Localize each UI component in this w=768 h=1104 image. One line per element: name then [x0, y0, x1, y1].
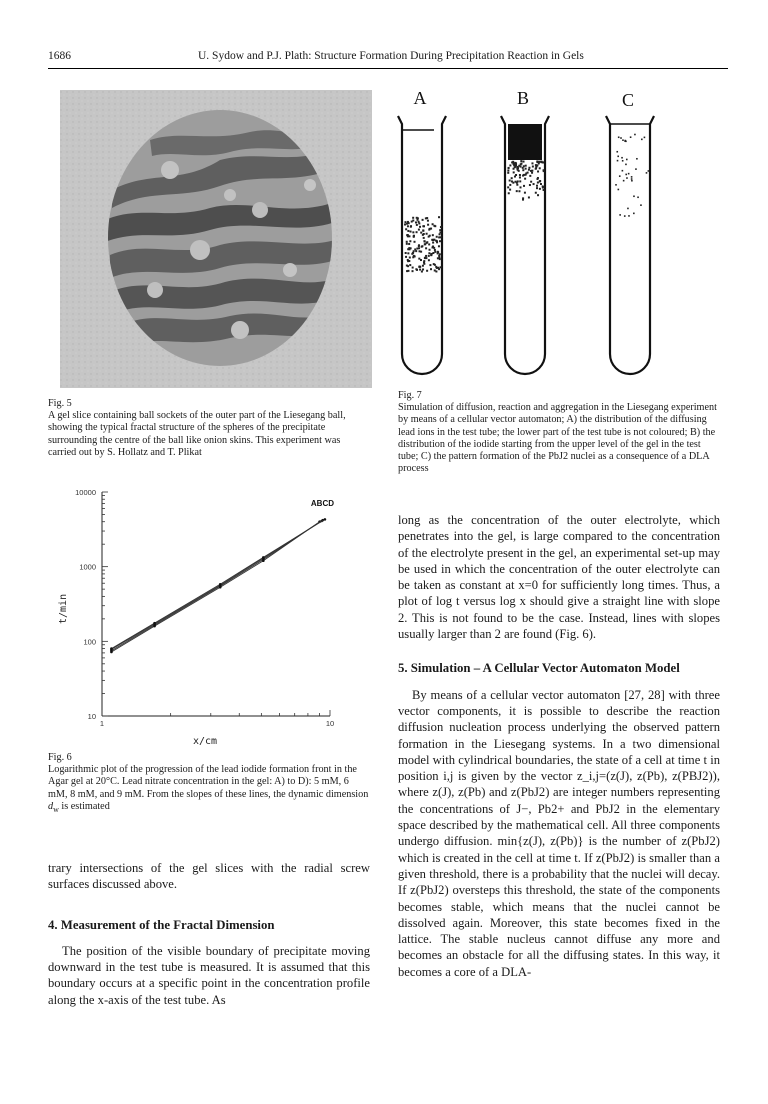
stipple-dot: [440, 226, 442, 228]
stipple-dot: [508, 167, 510, 169]
fig5-caption: A gel slice containing ball sockets of the outer part of the Liesegang ball, showing the typical fractal structure of the spheres of the precipitate surrounding the centre of the ball like onion skins. This experiment was carried out by S. Hollatz and T. Plikat: [48, 410, 346, 458]
stipple-dot: [543, 170, 545, 172]
stipple-dot: [433, 225, 435, 227]
stipple-dot: [408, 260, 410, 262]
stipple-dot: [536, 161, 538, 163]
section-5-paragraph: By means of a cellular vector automaton [27, 28] with three vector components, it is possible to describe the reaction diffusion nucleation process underlying the observed pattern formation in the Liesegang systems. In a two dimensional model with cylindrical boundaries, the state of a cell at time t in position i,j is given by the vector z_i,j=(z(J), z(Pb), z(PBJ2)), where z(J), z(Pb) and z(PbJ2) are integer numbers representing the concentrations of J−, Pb2+ and PbJ2 in the elementary space described by the mathematical cell. All three components undergo diffusion. min{z(J), z(Pb)} is the number of z(PbJ2) which is created in the cell at time t. If z(PbJ2) is smaller than a given threshold, there is a probability that the nuclei will decay. If z(PbJ2) oversteps this threshold, the state of the components becomes stable, which means that the nuclei cannot be dissolved again. Moreover, this state becomes fixed in the lattice. The stable nucleus cannot diffuse any more and becomes an obstacle for all the diffusing states. In this way, it becomes a core of a DLA-: [398, 687, 720, 979]
stipple-dot: [439, 240, 441, 242]
stipple-dot: [404, 221, 406, 223]
stipple-dot: [532, 166, 534, 168]
stipple-dot: [438, 245, 440, 247]
data-point-D: [219, 583, 222, 586]
stipple-dot: [511, 180, 513, 182]
stipple-dot: [531, 162, 533, 164]
stipple-dot: [438, 255, 440, 257]
stipple-dot: [524, 192, 526, 194]
stipple-dot: [426, 270, 428, 272]
stipple-dot: [418, 222, 420, 224]
right-continued-paragraph: long as the concentration of the outer electrolyte, which penetrates into the gel, is large compared to the concentration of the electrolyte present in the gel, an experimental set-up may be used in which the concentration of the outer electrolyte can be taken as constant at x=0 for sufficiently long times. Thus, a plot of log t versus log x should give a straight line with slope 2. This is not found to be the case. Instead, lines with slopes usually larger than 2 are found (Fig. 6).: [398, 513, 720, 642]
stipple-dot: [416, 231, 418, 233]
stipple-dot: [520, 163, 522, 165]
stipple-dot: [622, 170, 624, 172]
fig6-chart: [30, 480, 370, 748]
stipple-dot: [617, 160, 619, 162]
stipple-dot: [412, 217, 414, 219]
stipple-dot: [432, 239, 434, 241]
stipple-dot: [516, 190, 518, 192]
stipple-dot: [509, 180, 511, 182]
stipple-dot: [430, 228, 432, 230]
stipple-dot: [426, 241, 428, 243]
stipple-dot: [409, 264, 411, 266]
stipple-dot: [434, 269, 436, 271]
stipple-dot: [631, 180, 633, 182]
stipple-dot: [406, 270, 408, 272]
stipple-dot: [410, 247, 412, 249]
fig7-caption: Simulation of diffusion, reaction and aggregation in the Liesegang experiment by means of a cellular vector automaton; A) the distribution of the diffusing lead ions in the test tube; the lower part of the test tube is not coloured; B) the distribution of the iodide starting from the upper level of the gel in the test tube; C) the pattern formation of the PbJ2 nuclei as a consequence of a DLA process: [398, 402, 717, 475]
stipple-dot: [625, 164, 627, 166]
y-tick-label: 10: [87, 712, 96, 721]
stipple-dot: [627, 208, 629, 210]
stipple-dot: [425, 257, 427, 259]
stipple-dot: [407, 230, 409, 232]
data-point-D: [262, 556, 265, 559]
y-tick-label: 10000: [75, 488, 96, 497]
fig5-gel-slice-photo: [60, 90, 372, 388]
stipple-dot: [633, 213, 635, 215]
stipple-dot: [523, 185, 525, 187]
stipple-dot: [416, 219, 418, 221]
stipple-dot: [622, 139, 624, 141]
section-4-paragraph: The position of the visible boundary of precipitate moving downward in the test tube is measured. It is assumed that this boundary occurs at a specific point in the concentration profile along the x-axis of the test tube. As: [48, 943, 370, 1007]
stipple-dot: [637, 196, 639, 198]
stipple-dot: [619, 175, 621, 177]
stipple-dot: [507, 170, 509, 172]
stipple-dot: [624, 140, 626, 142]
stipple-dot: [429, 264, 431, 266]
stipple-dot: [432, 252, 434, 254]
stipple-dot: [423, 233, 425, 235]
stipple-dot: [440, 266, 442, 268]
stipple-dot: [626, 177, 628, 179]
stipple-dot: [439, 229, 441, 231]
stipple-dot: [423, 260, 425, 262]
fig7-test-tubes: [388, 86, 674, 388]
stipple-dot: [426, 233, 428, 235]
fig6-caption: Logarithmic plot of the progression of the lead iodide formation front in the Agar gel at 20°C. Lead nitrate concentration in the gel: A) to D): 5 mM, 6 mM, 8 mM, and 9 mM. From the slopes of these lines, the dynamic dimension $d_w$ is estimated: [48, 764, 369, 814]
stipple-dot: [415, 250, 417, 252]
stipple-dot: [528, 167, 530, 169]
stipple-dot: [435, 240, 437, 242]
stipple-dot: [432, 234, 434, 236]
stipple-dot: [404, 224, 406, 226]
stipple-dot: [413, 255, 415, 257]
stipple-dot: [529, 184, 531, 186]
stipple-dot: [616, 151, 618, 153]
fig7-label: Fig. 7: [398, 390, 422, 401]
stipple-dot: [435, 266, 437, 268]
stipple-dot: [415, 268, 417, 270]
y-tick-label: 1000: [79, 562, 96, 572]
stipple-dot: [432, 242, 434, 244]
stipple-dot: [437, 251, 439, 253]
stipple-dot: [533, 183, 535, 185]
stipple-dot: [422, 265, 424, 267]
stipple-dot: [433, 263, 435, 265]
stipple-dot: [509, 189, 511, 191]
stipple-dot: [416, 224, 418, 226]
stipple-dot: [416, 248, 418, 250]
stipple-dot: [515, 162, 517, 164]
stipple-dot: [436, 236, 438, 238]
left-continued-paragraph: trary intersections of the gel slices with the radial screw surfaces discussed above.: [48, 861, 370, 892]
stipple-dot: [416, 217, 418, 219]
stipple-dot: [508, 192, 510, 194]
tube-label-c: C: [621, 90, 635, 110]
data-point-D: [324, 518, 327, 521]
stipple-dot: [520, 186, 522, 188]
stipple-dot: [405, 252, 407, 254]
stipple-dot: [405, 256, 407, 258]
stipple-dot: [617, 156, 619, 158]
stipple-dot: [512, 162, 514, 164]
stipple-dot: [423, 240, 425, 242]
stipple-dot: [619, 214, 621, 216]
stipple-dot: [523, 165, 525, 167]
stipple-dot: [523, 161, 525, 163]
stipple-dot: [631, 178, 633, 180]
section-4-heading: 4. Measurement of the Fractal Dimension: [48, 917, 275, 932]
stipple-dot: [525, 165, 527, 167]
stipple-dot: [432, 245, 434, 247]
stipple-dot: [418, 229, 420, 231]
stipple-dot: [415, 221, 417, 223]
stipple-dot: [522, 169, 524, 171]
stipple-dot: [409, 257, 411, 259]
stipple-dot: [631, 176, 633, 178]
stipple-dot: [536, 178, 538, 180]
stipple-dot: [623, 180, 625, 182]
stipple-dot: [525, 168, 527, 170]
header-rule: [48, 68, 728, 69]
stipple-dot: [410, 226, 412, 228]
stipple-dot: [430, 268, 432, 270]
stipple-dot: [535, 192, 537, 194]
stipple-dot: [633, 195, 635, 197]
stipple-dot: [648, 170, 650, 172]
stipple-dot: [408, 243, 410, 245]
stipple-dot: [421, 245, 423, 247]
stipple-dot: [507, 186, 509, 188]
stipple-dot: [418, 245, 420, 247]
stipple-dot: [408, 235, 410, 237]
stipple-dot: [622, 160, 624, 162]
stipple-dot: [515, 181, 517, 183]
stipple-dot: [430, 254, 432, 256]
stipple-dot: [618, 136, 620, 138]
stipple-dot: [413, 250, 415, 252]
stipple-dot: [421, 271, 423, 273]
stipple-dot: [539, 188, 541, 190]
stipple-dot: [524, 178, 526, 180]
stipple-dot: [514, 166, 516, 168]
stipple-dot: [419, 269, 421, 271]
data-point-D: [153, 622, 156, 625]
stipple-dot: [630, 136, 632, 138]
stipple-dot: [626, 159, 628, 161]
stipple-dot: [437, 257, 439, 259]
stipple-dot: [439, 258, 441, 260]
stipple-dot: [439, 231, 441, 233]
stipple-dot: [615, 184, 617, 186]
stipple-dot: [428, 229, 430, 231]
series-line-D: [111, 519, 325, 648]
stipple-dot: [628, 173, 630, 175]
stipple-dot: [509, 164, 511, 166]
stipple-dot: [635, 168, 637, 170]
stipple-dot: [509, 184, 511, 186]
legend: ABCD: [310, 499, 334, 508]
stipple-dot: [420, 251, 422, 253]
stipple-dot: [620, 137, 622, 139]
stipple-dot: [625, 174, 627, 176]
stipple-dot: [618, 189, 620, 191]
stipple-dot: [425, 247, 427, 249]
stipple-dot: [428, 252, 430, 254]
y-tick-label: 100: [83, 637, 96, 647]
stipple-dot: [644, 137, 646, 139]
fig6-caption-block: [48, 752, 370, 813]
stipple-dot: [407, 225, 409, 227]
stipple-dot: [513, 171, 515, 173]
stipple-dot: [432, 223, 434, 225]
x-tick-label: 1: [99, 719, 105, 728]
fig7-caption-block: [398, 390, 718, 475]
stipple-dot: [405, 228, 407, 230]
stipple-dot: [628, 215, 630, 217]
stipple-dot: [636, 158, 638, 160]
stipple-dot: [537, 182, 539, 184]
running-header: [48, 50, 728, 66]
stipple-dot: [518, 190, 520, 192]
stipple-dot: [434, 251, 436, 253]
y-axis-label: t/min: [58, 593, 69, 624]
stipple-dot: [539, 180, 541, 182]
stipple-dot: [624, 215, 626, 217]
stipple-dot: [412, 231, 414, 233]
stipple-dot: [419, 226, 421, 228]
stipple-dot: [542, 162, 544, 164]
running-title: U. Sydow and P.J. Plath: Structure Formation During Precipitation Reaction in Gels: [198, 50, 584, 62]
stipple-dot: [420, 232, 422, 234]
stipple-dot: [412, 270, 414, 272]
stipple-dot: [536, 164, 538, 166]
stipple-dot: [543, 189, 545, 191]
stipple-dot: [528, 196, 530, 198]
stipple-dot: [425, 217, 427, 219]
stipple-dot: [407, 252, 409, 254]
stipple-dot: [507, 172, 509, 174]
stipple-dot: [516, 184, 518, 186]
stipple-dot: [621, 157, 623, 159]
tube-label-a: A: [413, 88, 427, 108]
stipple-dot: [530, 170, 532, 172]
stipple-dot: [412, 267, 414, 269]
stipple-dot: [438, 236, 440, 238]
stipple-dot: [520, 160, 522, 162]
stipple-dot: [517, 180, 519, 182]
stipple-dot: [427, 224, 429, 226]
fig6-label: Fig. 6: [48, 752, 72, 763]
stipple-dot: [422, 219, 424, 221]
stipple-dot: [519, 174, 521, 176]
stipple-dot: [406, 241, 408, 243]
section-5-heading: 5. Simulation – A Cellular Vector Automaton Model: [398, 661, 680, 676]
stipple-dot: [522, 197, 524, 199]
stipple-dot: [540, 161, 542, 163]
x-tick-label: 10: [325, 719, 335, 728]
stipple-dot: [423, 237, 425, 239]
stipple-dot: [531, 172, 533, 174]
stipple-dot: [408, 222, 410, 224]
stipple-dot: [411, 221, 413, 223]
stipple-dot: [437, 267, 439, 269]
fig5-label: Fig. 5: [48, 398, 72, 409]
stipple-dot: [640, 204, 642, 206]
stipple-dot: [411, 253, 413, 255]
stipple-dot: [425, 255, 427, 257]
stipple-dot: [410, 231, 412, 233]
stipple-dot: [413, 236, 415, 238]
stipple-dot: [542, 187, 544, 189]
stipple-dot: [646, 172, 648, 174]
stipple-dot: [536, 185, 538, 187]
stipple-dot: [634, 134, 636, 136]
fig5-caption-block: [48, 398, 368, 459]
stipple-dot: [525, 172, 527, 174]
x-axis-label: x/cm: [192, 736, 218, 747]
stipple-dot: [418, 258, 420, 260]
stipple-dot: [528, 169, 530, 171]
stipple-dot: [438, 216, 440, 218]
stipple-dot: [439, 233, 441, 235]
stipple-dot: [409, 240, 411, 242]
stipple-dot: [519, 176, 521, 178]
stipple-dot: [427, 220, 429, 222]
stipple-dot: [406, 243, 408, 245]
stipple-dot: [422, 225, 424, 227]
page-number: 1686: [48, 50, 71, 62]
stipple-dot: [422, 230, 424, 232]
stipple-dot: [407, 265, 409, 267]
stipple-dot: [536, 187, 538, 189]
stipple-dot: [434, 249, 436, 251]
stipple-dot: [414, 241, 416, 243]
stipple-dot: [511, 177, 513, 179]
stipple-dot: [429, 249, 431, 251]
stipple-dot: [539, 167, 541, 169]
stipple-dot: [517, 166, 519, 168]
stipple-dot: [428, 236, 430, 238]
stipple-dot: [424, 243, 426, 245]
stipple-dot: [519, 180, 521, 182]
stipple-dot: [530, 181, 532, 183]
stipple-dot: [641, 139, 643, 141]
right-column-text: [398, 512, 720, 980]
stipple-dot: [428, 259, 430, 261]
stipple-dot: [537, 170, 539, 172]
stipple-dot: [535, 167, 537, 169]
stipple-dot: [540, 183, 542, 185]
stipple-dot: [537, 194, 539, 196]
stipple-dot: [428, 243, 430, 245]
left-column-text: [48, 860, 370, 1008]
stipple-dot: [422, 268, 424, 270]
tube-label-b: B: [516, 88, 530, 108]
stipple-dot: [529, 175, 531, 177]
stipple-dot: [514, 176, 516, 178]
stipple-dot: [428, 255, 430, 257]
data-point-D: [110, 647, 113, 650]
stipple-dot: [418, 266, 420, 268]
stipple-dot: [518, 170, 520, 172]
stipple-dot: [523, 174, 525, 176]
